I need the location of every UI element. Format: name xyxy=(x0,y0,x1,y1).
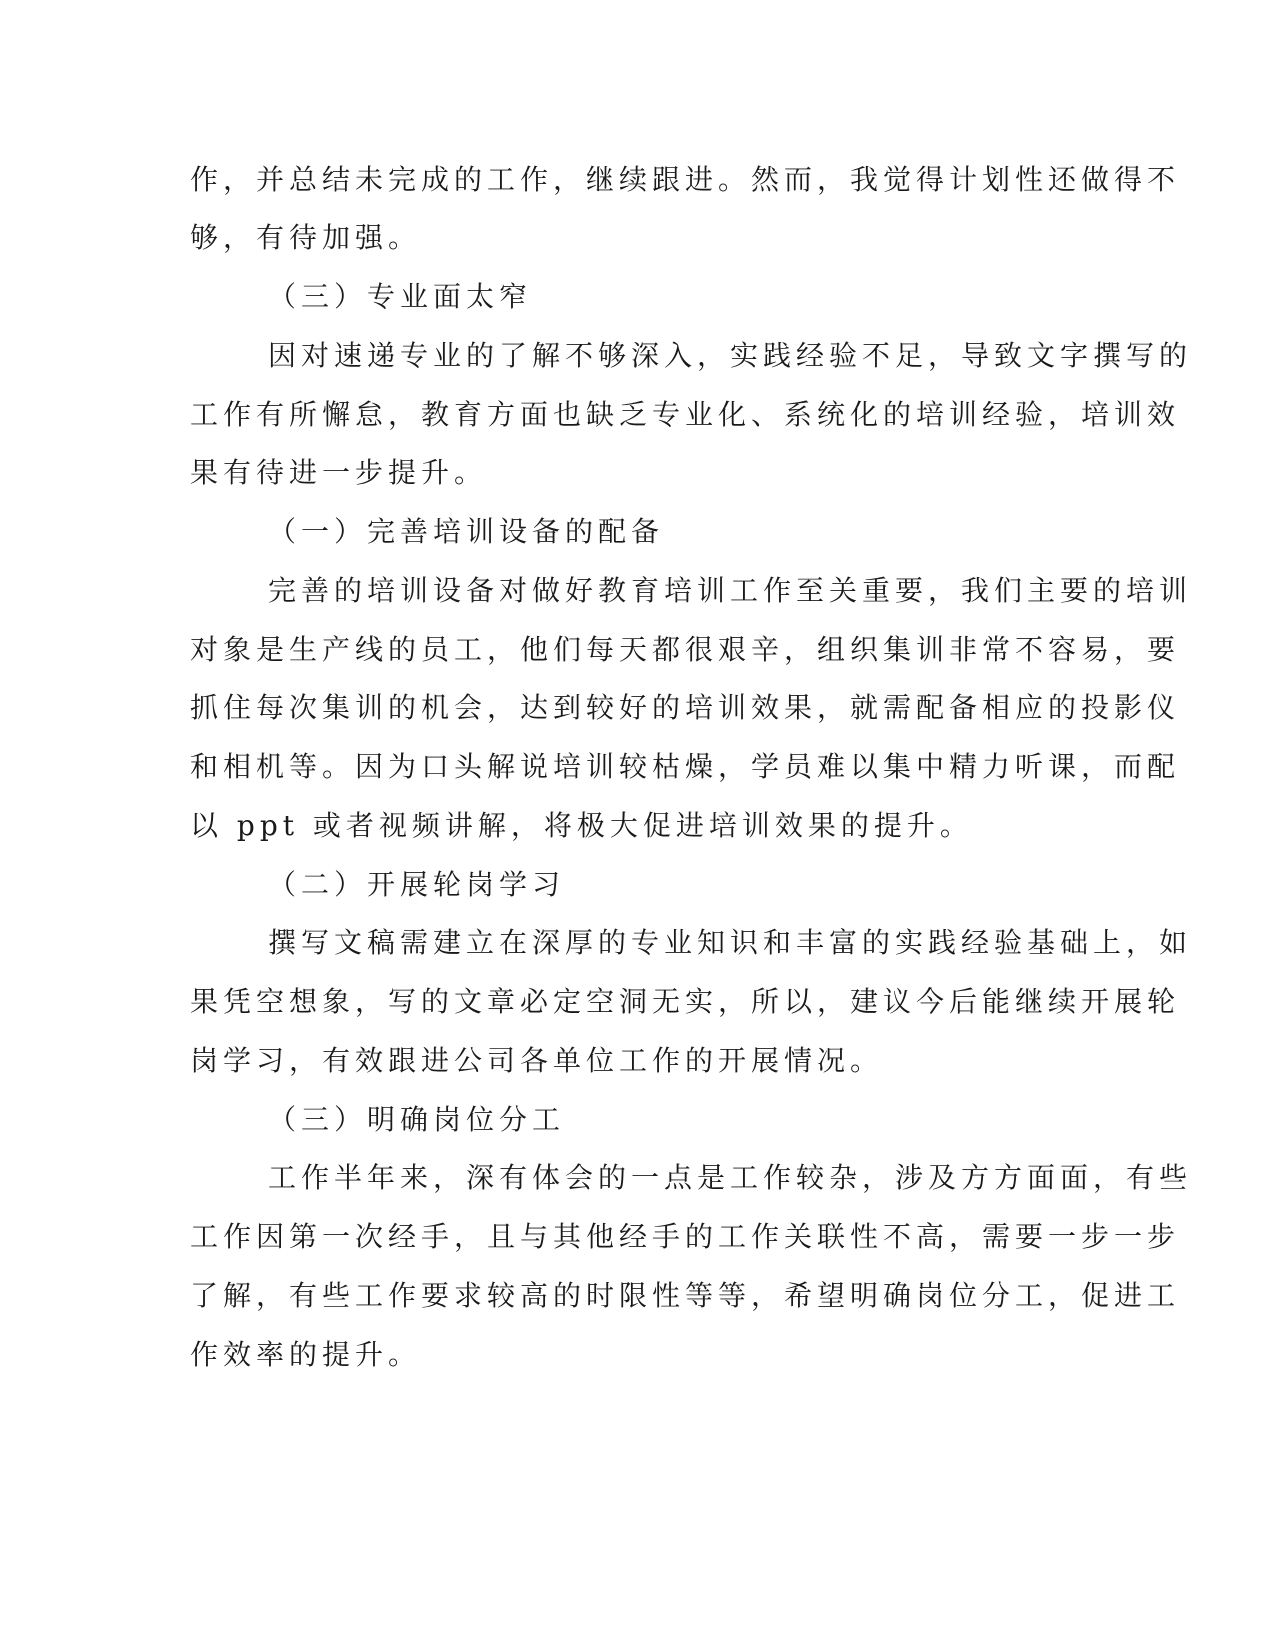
section-heading-shebei: （一）完善培训设备的配备 xyxy=(268,515,665,548)
paragraph-line: 果有待进一步提升。 xyxy=(190,456,488,489)
paragraph-line: 工作有所懈怠，教育方面也缺乏专业化、系统化的培训经验，培训效 xyxy=(190,398,1181,431)
paragraph-line: 工作半年来，深有体会的一点是工作较杂，涉及方方面面，有些 xyxy=(268,1161,1193,1194)
paragraph-line: 作，并总结未完成的工作，继续跟进。然而，我觉得计划性还做得不 xyxy=(190,163,1181,196)
section-heading-lungang: （二）开展轮岗学习 xyxy=(268,868,566,901)
paragraph-line: 因对速递专业的了解不够深入，实践经验不足，导致文字撰写的 xyxy=(268,339,1193,372)
paragraph-line: 作效率的提升。 xyxy=(190,1338,422,1371)
paragraph-line: 够，有待加强。 xyxy=(190,221,422,254)
paragraph-line: 抓住每次集训的机会，达到较好的培训效果，就需配备相应的投影仪 xyxy=(190,691,1181,724)
paragraph-line: 果凭空想象，写的文章必定空洞无实，所以，建议今后能继续开展轮 xyxy=(190,985,1181,1018)
paragraph-line: 完善的培训设备对做好教育培训工作至关重要，我们主要的培训 xyxy=(268,574,1193,607)
section-heading-zhuanye: （三）专业面太窄 xyxy=(268,280,533,313)
paragraph-line: 岗学习，有效跟进公司各单位工作的开展情况。 xyxy=(190,1044,884,1077)
paragraph-line: 以 ppt 或者视频讲解，将极大促进培训效果的提升。 xyxy=(190,809,973,842)
paragraph-line: 了解，有些工作要求较高的时限性等等，希望明确岗位分工，促进工 xyxy=(190,1279,1181,1312)
paragraph-line: 工作因第一次经手，且与其他经手的工作关联性不高，需要一步一步 xyxy=(190,1220,1181,1253)
paragraph-line: 撰写文稿需建立在深厚的专业知识和丰富的实践经验基础上，如 xyxy=(268,926,1193,959)
paragraph-line: 和相机等。因为口头解说培训较枯燥，学员难以集中精力听课，而配 xyxy=(190,750,1181,783)
paragraph-line: 对象是生产线的员工，他们每天都很艰辛，组织集训非常不容易，要 xyxy=(190,633,1181,666)
section-heading-fengong: （三）明确岗位分工 xyxy=(268,1103,566,1136)
